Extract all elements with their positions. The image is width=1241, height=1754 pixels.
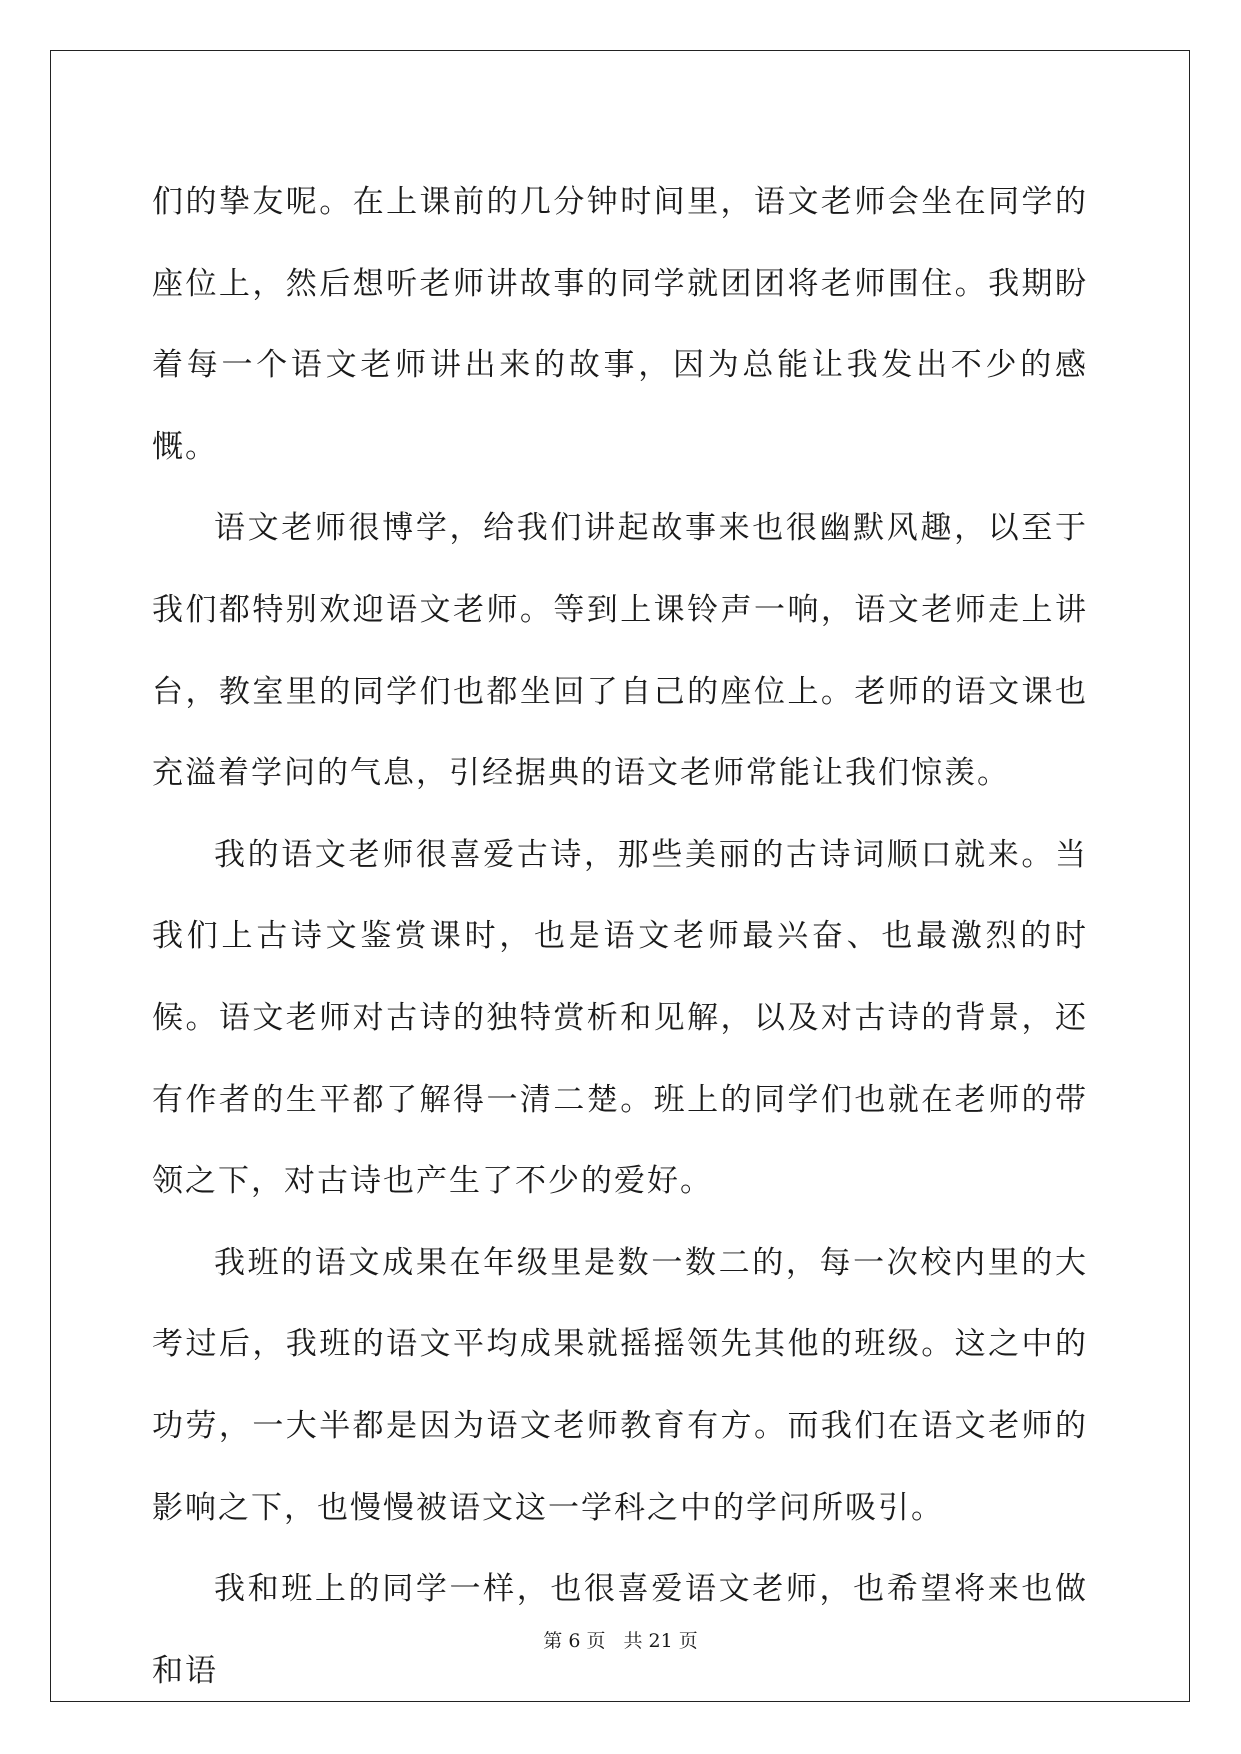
body-text xyxy=(152,162,1088,1712)
paragraph-3: 我的语文老师很喜爱古诗，那些美丽的古诗词顺口就来。当我们上古诗文鉴赏课时，也是语文老师最兴奋、也最激烈的时候。语文老师对古诗的独特赏析和见解，以及对古诗的背景，还有作者的生平都了解得一清二楚。班上的同学们也就在老师的带领之下，对古诗也产生了不少的爱好。 xyxy=(152,836,1088,1200)
paragraph-2: 语文老师很博学，给我们讲起故事来也很幽默风趣，以至于我们都特别欢迎语文老师。等到上课铃声一响，语文老师走上讲台，教室里的同学们也都坐回了自己的座位上。老师的语文课也充溢着学问的气息，引经据典的语文老师常能让我们惊羡。 xyxy=(152,510,1088,792)
paragraph-4: 我班的语文成果在年级里是数一数二的，每一次校内里的大考过后，我班的语文平均成果就摇摇领先其他的班级。这之中的功劳，一大半都是因为语文老师教育有方。而我们在语文老师的影响之下，也慢慢被语文这一学科之中的学问所吸引。 xyxy=(152,1244,1088,1526)
page-number: 第 6 页 xyxy=(543,1630,606,1652)
page-total: 共 21 页 xyxy=(623,1630,698,1652)
paragraph-1: 们的挚友呢。在上课前的几分钟时间里，语文老师会坐在同学的座位上，然后想听老师讲故事的同学就团团将老师围住。我期盼着每一个语文老师讲出来的故事，因为总能让我发出不少的感慨。 xyxy=(152,184,1088,465)
page-footer xyxy=(0,1626,1241,1653)
paragraph-5: 我和班上的同学一样，也很喜爱语文老师，也希望将来也做和语 xyxy=(152,1571,1088,1689)
